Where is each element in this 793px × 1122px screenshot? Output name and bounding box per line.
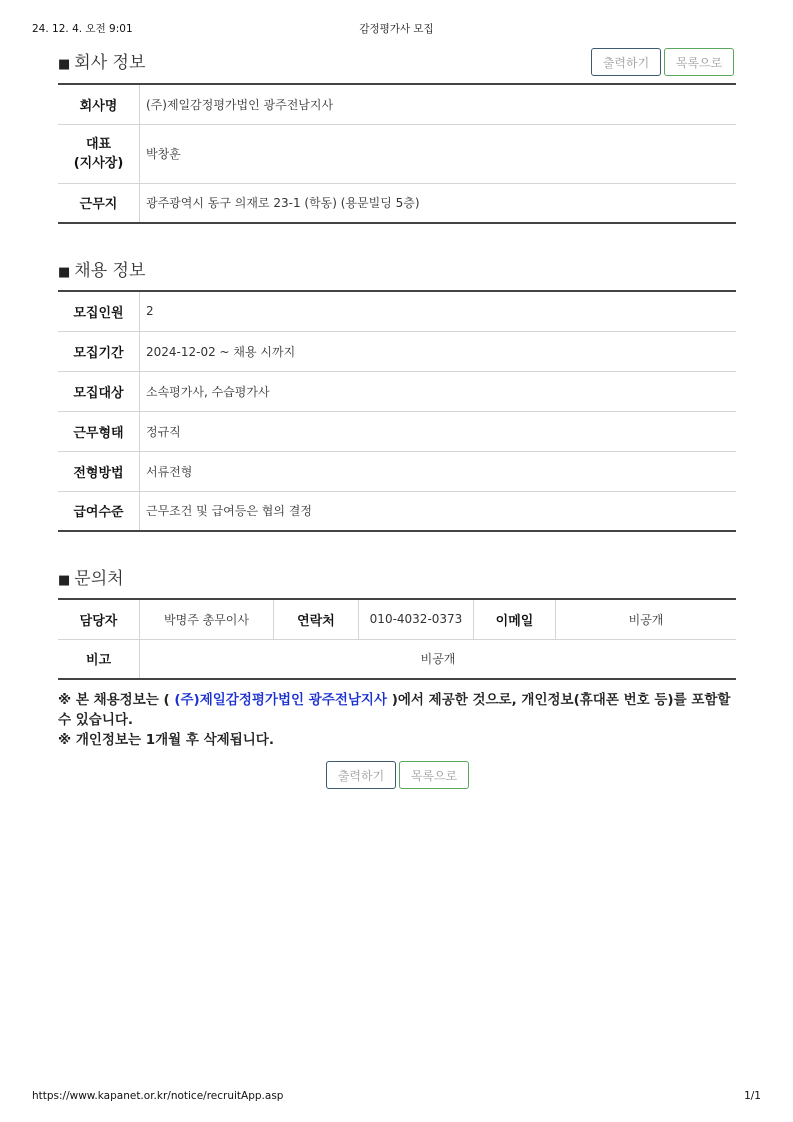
recruit-section-title <box>58 256 145 281</box>
notice-retention: ※ 개인정보는 1개월 후 삭제됩니다. <box>58 732 274 748</box>
target-label: 모집대상 <box>58 371 140 411</box>
headcount-label: 모집인원 <box>58 291 140 331</box>
table-row <box>58 331 736 371</box>
table-row <box>58 411 736 451</box>
headcount-value: 2 <box>146 304 154 319</box>
print-button-bottom[interactable]: 출력하기 <box>326 761 396 789</box>
privacy-notice <box>58 690 740 750</box>
manager-label: 담당자 <box>58 599 140 639</box>
salary-label: 급여수준 <box>58 491 140 531</box>
period-value: 2024-12-02 ~ 채용 시까지 <box>140 331 737 371</box>
employment-type-label: 근무형태 <box>58 411 140 451</box>
email-label: 이메일 <box>474 599 556 639</box>
table-row <box>58 639 736 679</box>
square-bullet-icon: ■ <box>58 57 71 72</box>
print-url: https://www.kapanet.or.kr/notice/recruitApp.asp <box>32 1090 284 1102</box>
print-page-title: 감정평가사 모집 <box>359 23 434 35</box>
period-label: 모집기간 <box>58 331 140 371</box>
square-bullet-icon: ■ <box>58 573 71 588</box>
list-button-bottom[interactable]: 목록으로 <box>399 761 469 789</box>
notice-prefix: ※ 본 채용정보는 ( <box>58 692 175 708</box>
table-row <box>58 451 736 491</box>
representative-label: 대표 (지사장) <box>58 124 140 183</box>
table-row <box>58 291 736 331</box>
print-date: 24. 12. 4. 오전 9:01 <box>32 23 133 35</box>
print-page-number: 1/1 <box>744 1090 761 1102</box>
note-label: 비고 <box>58 639 140 679</box>
screening-value: 서류전형 <box>140 451 737 491</box>
notice-company: (주)제일감정평가법인 광주전남지사 <box>174 692 387 708</box>
workplace-value: 광주광역시 동구 의재로 23-1 (학동) (용문빌딩 5층) <box>140 183 737 223</box>
list-button-top[interactable]: 목록으로 <box>664 48 734 76</box>
email-value: 비공개 <box>628 612 664 627</box>
table-row <box>58 124 736 183</box>
recruit-info-table <box>58 290 736 532</box>
company-name-value: (주)제일감정평가법인 광주전남지사 <box>146 97 334 112</box>
salary-value: 근무조건 및 급여등은 협의 결정 <box>140 491 737 531</box>
screening-label: 전형방법 <box>58 451 140 491</box>
table-row <box>58 84 736 124</box>
table-row <box>58 371 736 411</box>
company-name-label: 회사명 <box>58 84 140 124</box>
notice-suffix: )에서 제공한 것으로, 개인정보(휴대폰 번호 등)를 포함할 수 있습니다. <box>58 692 731 728</box>
table-row <box>58 491 736 531</box>
company-info-table <box>58 83 736 224</box>
print-button-top[interactable]: 출력하기 <box>591 48 661 76</box>
employment-type-value: 정규직 <box>140 411 737 451</box>
recruit-section-title-text: 채용 정보 <box>74 261 146 281</box>
contact-section-title-text: 문의처 <box>74 569 124 589</box>
table-row <box>58 183 736 223</box>
company-section-title-text: 회사 정보 <box>74 53 146 73</box>
note-value: 비공개 <box>140 639 737 679</box>
table-row <box>58 599 736 639</box>
square-bullet-icon: ■ <box>58 265 71 280</box>
representative-value: 박창훈 <box>140 124 737 183</box>
manager-value: 박명주 총무이사 <box>140 599 274 639</box>
phone-label: 연락처 <box>274 599 359 639</box>
contact-table <box>58 598 736 680</box>
contact-section-title <box>58 564 124 589</box>
company-section-title <box>58 48 145 73</box>
phone-value: 010-4032-0373 <box>359 599 474 639</box>
target-value: 소속평가사, 수습평가사 <box>140 371 737 411</box>
workplace-label: 근무지 <box>58 183 140 223</box>
